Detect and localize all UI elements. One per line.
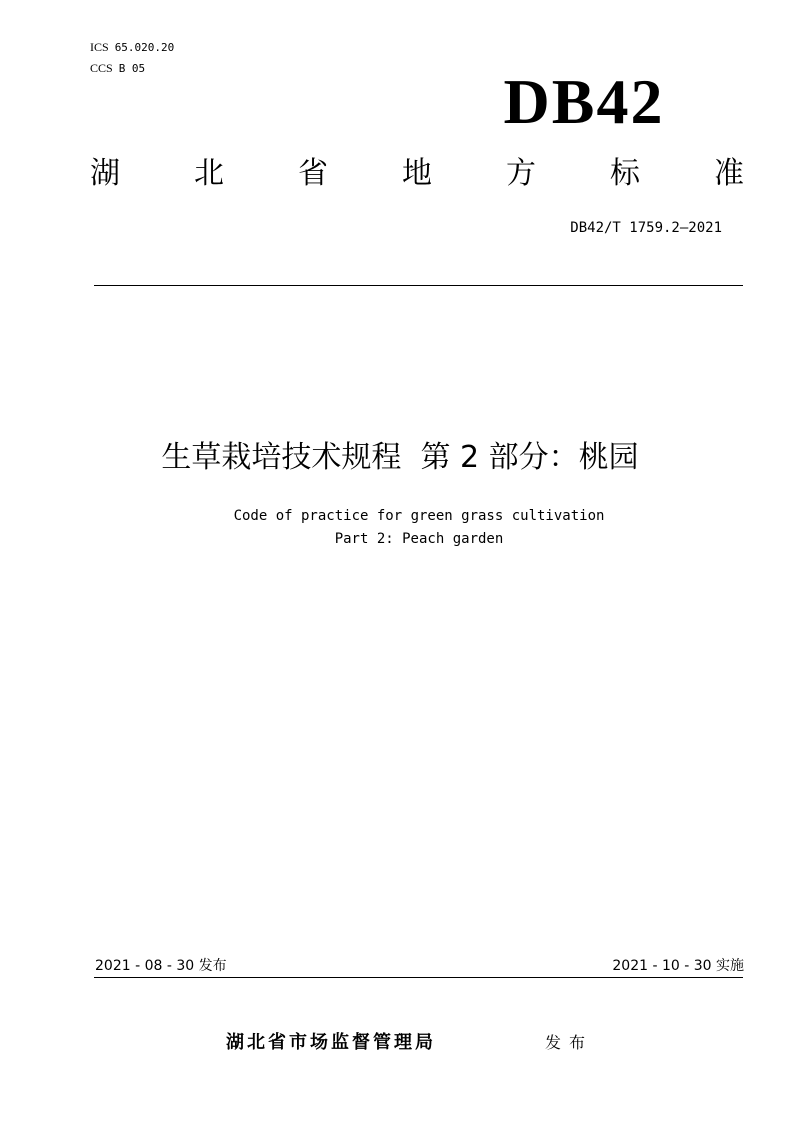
ics-classification — [90, 40, 174, 55]
document-title-chinese: 生草栽培技术规程 第 2 部分：桃园 — [161, 440, 639, 475]
ics-label: ICS — [90, 40, 109, 54]
standard-type-char: 准 — [714, 156, 744, 191]
standard-type-char: 北 — [194, 156, 224, 191]
ccs-label: CCS — [90, 61, 113, 75]
standard-type-char: 湖 — [90, 156, 120, 191]
standard-type-heading — [90, 152, 744, 196]
issue-date: 2021 - 08 - 30 发布 — [95, 958, 227, 974]
publish-label: 发布 — [545, 1033, 594, 1052]
implementation-date: 2021 - 10 - 30 实施 — [612, 958, 744, 974]
standard-type-char: 省 — [298, 156, 328, 191]
header-divider — [94, 285, 743, 286]
document-title-english-line1: Code of practice for green grass cultivation — [233, 508, 605, 524]
standard-type-char: 标 — [610, 156, 640, 191]
standard-type-char: 地 — [402, 156, 432, 191]
ics-code: 65.020.20 — [114, 41, 175, 54]
standard-code-mark: DB42 — [503, 66, 665, 137]
footer-divider — [94, 977, 743, 978]
ccs-classification — [90, 61, 145, 76]
document-title-english-line2: Part 2: Peach garden — [334, 531, 504, 547]
ccs-code: B 05 — [118, 62, 146, 75]
publisher-name: 湖北省市场监督管理局 — [226, 1032, 436, 1053]
standard-number: DB42/T 1759.2—2021 — [570, 220, 722, 236]
standard-type-char: 方 — [506, 156, 536, 191]
